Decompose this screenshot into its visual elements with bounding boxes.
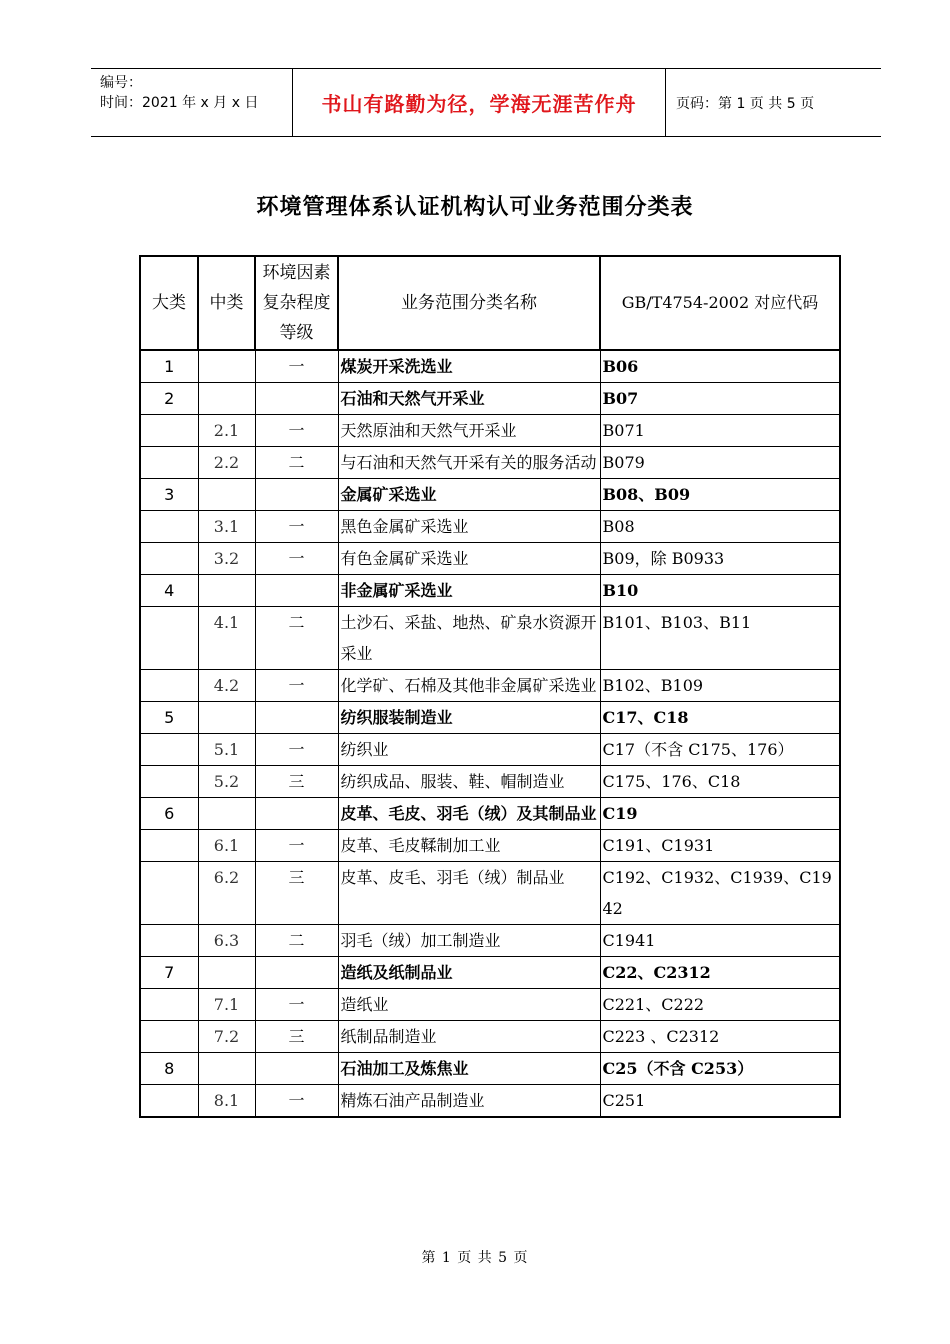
cell-middle [198, 575, 255, 607]
table-row [140, 479, 840, 511]
cell-name: 土沙石、采盐、地热、矿泉水资源开采业 [338, 607, 600, 670]
cell-major: 7 [140, 957, 198, 989]
cell-level: 一 [255, 415, 338, 447]
cell-level: 一 [255, 1085, 338, 1118]
cell-level: 二 [255, 925, 338, 957]
cell-name: 造纸及纸制品业 [338, 957, 600, 989]
table-row [140, 607, 840, 670]
cell-middle: 6.2 [198, 862, 255, 925]
cell-name: 羽毛（绒）加工制造业 [338, 925, 600, 957]
cell-major [140, 1085, 198, 1118]
cell-level [255, 479, 338, 511]
cell-middle: 8.1 [198, 1085, 255, 1118]
table-row [140, 543, 840, 575]
cell-code: B071 [600, 415, 840, 447]
cell-middle: 4.1 [198, 607, 255, 670]
cell-major: 5 [140, 702, 198, 734]
table-row [140, 989, 840, 1021]
cell-middle [198, 350, 255, 383]
document-title: 环境管理体系认证机构认可业务范围分类表 [256, 195, 694, 220]
cell-level: 二 [255, 607, 338, 670]
cell-code: C221、C222 [600, 989, 840, 1021]
cell-level [255, 383, 338, 415]
cell-level [255, 1053, 338, 1085]
table-row [140, 383, 840, 415]
cell-major [140, 415, 198, 447]
cell-middle [198, 479, 255, 511]
cell-level [255, 702, 338, 734]
page-header [91, 68, 881, 137]
cell-level [255, 575, 338, 607]
table-row [140, 1085, 840, 1118]
cell-middle: 7.2 [198, 1021, 255, 1053]
cell-name: 煤炭开采洗选业 [338, 350, 600, 383]
cell-code: C1941 [600, 925, 840, 957]
header-meta [91, 69, 292, 136]
cell-name: 黑色金属矿采选业 [338, 511, 600, 543]
cell-code: C22、C2312 [600, 957, 840, 989]
cell-middle: 4.2 [198, 670, 255, 702]
cell-middle: 3.2 [198, 543, 255, 575]
cell-major [140, 670, 198, 702]
cell-level: 三 [255, 1021, 338, 1053]
cell-code: C191、C1931 [600, 830, 840, 862]
table-row [140, 925, 840, 957]
cell-middle: 2.2 [198, 447, 255, 479]
cell-major [140, 830, 198, 862]
header-complexity: 环境因素复杂程度等级 [255, 256, 338, 350]
cell-level: 一 [255, 734, 338, 766]
cell-name: 有色金属矿采选业 [338, 543, 600, 575]
cell-level [255, 798, 338, 830]
business-scope-table [139, 255, 841, 1118]
header-number-label: 编号： [100, 75, 142, 91]
cell-name: 与石油和天然气开采有关的服务活动 [338, 447, 600, 479]
cell-middle [198, 1053, 255, 1085]
header-page-info: 页码：第 1 页 共 5 页 [676, 95, 815, 112]
cell-middle: 5.2 [198, 766, 255, 798]
cell-name: 皮革、毛皮鞣制加工业 [338, 830, 600, 862]
cell-name: 纺织业 [338, 734, 600, 766]
cell-major [140, 925, 198, 957]
table-row [140, 350, 840, 383]
table-body [140, 350, 840, 1117]
cell-code: C17、C18 [600, 702, 840, 734]
cell-name: 纺织成品、服装、鞋、帽制造业 [338, 766, 600, 798]
cell-code: C223 、C2312 [600, 1021, 840, 1053]
cell-major [140, 447, 198, 479]
cell-level: 一 [255, 670, 338, 702]
cell-middle [198, 798, 255, 830]
cell-major: 8 [140, 1053, 198, 1085]
cell-code: B08、B09 [600, 479, 840, 511]
header-major: 大类 [140, 256, 198, 350]
table-row [140, 957, 840, 989]
cell-level: 一 [255, 350, 338, 383]
cell-major [140, 989, 198, 1021]
cell-level: 一 [255, 830, 338, 862]
cell-middle [198, 957, 255, 989]
cell-code: B102、B109 [600, 670, 840, 702]
table-row [140, 511, 840, 543]
cell-level: 三 [255, 766, 338, 798]
cell-middle: 6.3 [198, 925, 255, 957]
table-row [140, 447, 840, 479]
header-name: 业务范围分类名称 [338, 256, 600, 350]
table-row [140, 1021, 840, 1053]
cell-major [140, 766, 198, 798]
cell-level: 一 [255, 511, 338, 543]
cell-major [140, 543, 198, 575]
header-time-label: 时间：2021 年 x 月 x 日 [100, 95, 259, 111]
table-row [140, 415, 840, 447]
cell-code: C19 [600, 798, 840, 830]
table-row [140, 798, 840, 830]
cell-major [140, 511, 198, 543]
cell-level [255, 957, 338, 989]
cell-major: 1 [140, 350, 198, 383]
cell-major [140, 607, 198, 670]
cell-middle: 7.1 [198, 989, 255, 1021]
cell-level: 二 [255, 447, 338, 479]
cell-middle: 5.1 [198, 734, 255, 766]
cell-major [140, 862, 198, 925]
table-row [140, 670, 840, 702]
cell-middle: 6.1 [198, 830, 255, 862]
cell-code: B09，除 B0933 [600, 543, 840, 575]
table-row [140, 1053, 840, 1085]
cell-code: B101、B103、B11 [600, 607, 840, 670]
cell-major: 6 [140, 798, 198, 830]
cell-name: 石油加工及炼焦业 [338, 1053, 600, 1085]
cell-name: 皮革、皮毛、羽毛（绒）制品业 [338, 862, 600, 925]
cell-major: 4 [140, 575, 198, 607]
cell-code: C192、C1932、C1939、C1942 [600, 862, 840, 925]
cell-middle [198, 383, 255, 415]
cell-middle: 3.1 [198, 511, 255, 543]
cell-name: 天然原油和天然气开采业 [338, 415, 600, 447]
cell-major [140, 734, 198, 766]
header-motto: 书山有路勤为径，学海无涯苦作舟 [292, 69, 666, 136]
cell-name: 精炼石油产品制造业 [338, 1085, 600, 1118]
cell-name: 造纸业 [338, 989, 600, 1021]
cell-level: 一 [255, 543, 338, 575]
table-row [140, 575, 840, 607]
cell-code: C17（不含 C175、176） [600, 734, 840, 766]
cell-name: 化学矿、石棉及其他非金属矿采选业 [338, 670, 600, 702]
cell-code: B08 [600, 511, 840, 543]
header-middle: 中类 [198, 256, 255, 350]
table-row [140, 702, 840, 734]
table-row [140, 862, 840, 925]
page-footer: 第 1 页 共 5 页 [421, 1250, 529, 1266]
cell-code: C25（不含 C253） [600, 1053, 840, 1085]
cell-name: 金属矿采选业 [338, 479, 600, 511]
cell-major: 3 [140, 479, 198, 511]
cell-name: 非金属矿采选业 [338, 575, 600, 607]
cell-code: B06 [600, 350, 840, 383]
cell-name: 纺织服装制造业 [338, 702, 600, 734]
cell-code: B10 [600, 575, 840, 607]
cell-major [140, 1021, 198, 1053]
cell-code: B07 [600, 383, 840, 415]
cell-name: 纸制品制造业 [338, 1021, 600, 1053]
cell-major: 2 [140, 383, 198, 415]
cell-name: 皮革、毛皮、羽毛（绒）及其制品业 [338, 798, 600, 830]
cell-middle [198, 702, 255, 734]
table-row [140, 734, 840, 766]
header-code: GB/T4754-2002 对应代码 [600, 256, 840, 350]
cell-level: 一 [255, 989, 338, 1021]
table-row [140, 830, 840, 862]
cell-name: 石油和天然气开采业 [338, 383, 600, 415]
cell-code: C251 [600, 1085, 840, 1118]
cell-code: C175、176、C18 [600, 766, 840, 798]
table-header-row [140, 256, 840, 350]
cell-middle: 2.1 [198, 415, 255, 447]
table-row [140, 766, 840, 798]
cell-code: B079 [600, 447, 840, 479]
cell-level: 三 [255, 862, 338, 925]
